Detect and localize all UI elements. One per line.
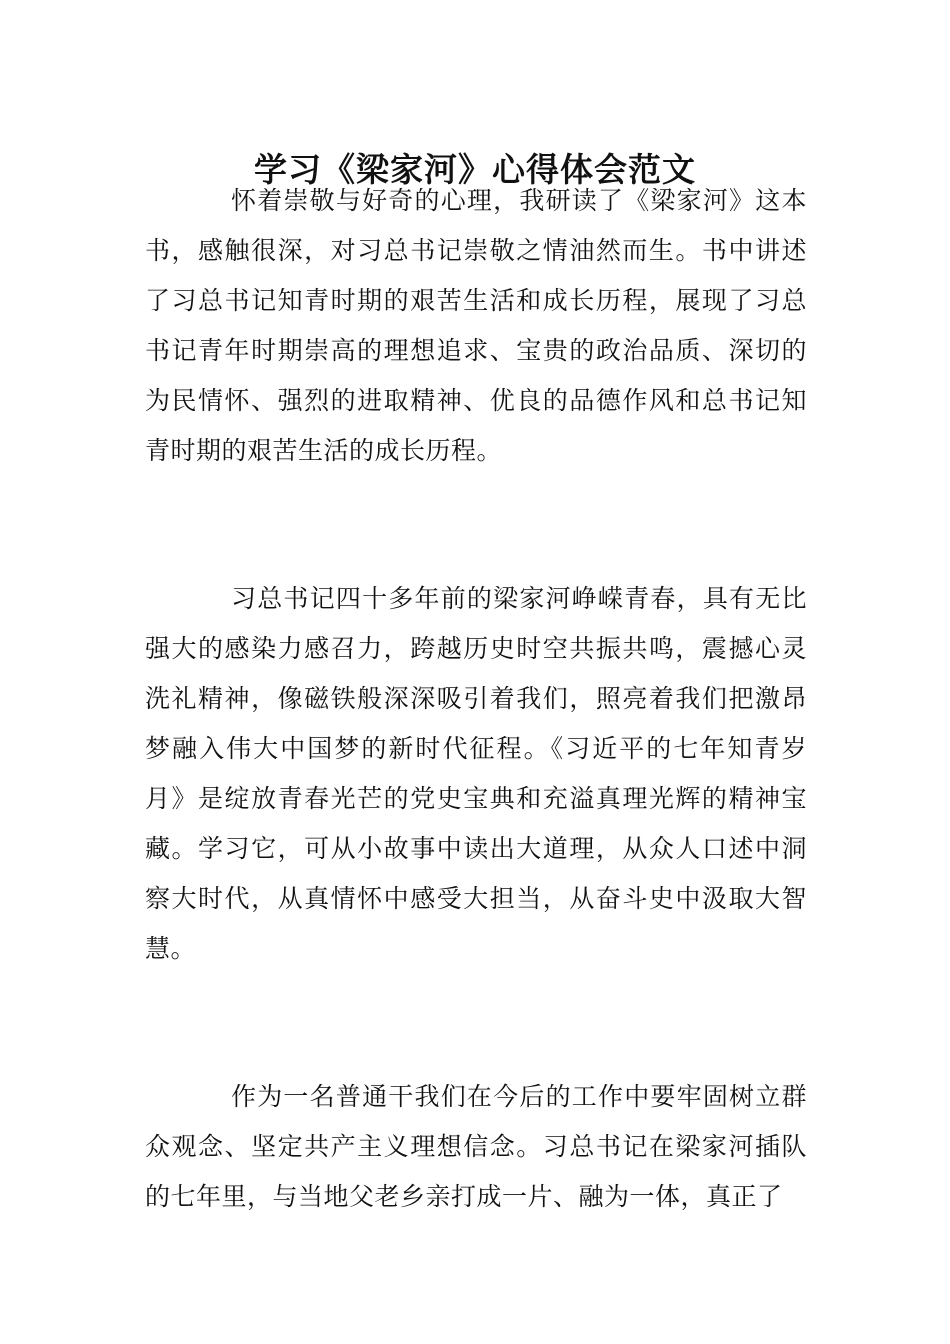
paragraph-3: 作为一名普通干我们在今后的工作中要牢固树立群众观念、坚定共产主义理想信念。习总书记在梁家河插队的七年里，与当地父老乡亲打成一片、融为一体，真正了 (145, 1082, 807, 1211)
document-title: 学习《梁家河》心得体会范文 (254, 150, 696, 190)
paragraph-1: 怀着崇敬与好奇的心理，我研读了《梁家河》这本书，感触很深，对习总书记崇敬之情油然而生。书中讲述了习总书记知青时期的艰苦生活和成长历程，展现了习总书记青年时期崇高的理想追求、宝贵的政治品质、深切的为民情怀、强烈的进取精神、优良的品德作风和总书记知青时期的艰苦生活的成长历程。 (145, 186, 807, 465)
paragraph-2: 习总书记四十多年前的梁家河峥嵘青春，具有无比强大的感染力感召力，跨越历史时空共振共鸣，震撼心灵洗礼精神，像磁铁般深深吸引着我们，照亮着我们把激昂梦融入伟大中国梦的新时代征程。《习近平的七年知青岁月》是绽放青春光芒的党史宝典和充溢真理光辉的精神宝藏。学习它，可从小故事中读出大道理，从众人口述中洞察大时代，从真情怀中感受大担当，从奋斗史中汲取大智慧。 (145, 584, 807, 963)
